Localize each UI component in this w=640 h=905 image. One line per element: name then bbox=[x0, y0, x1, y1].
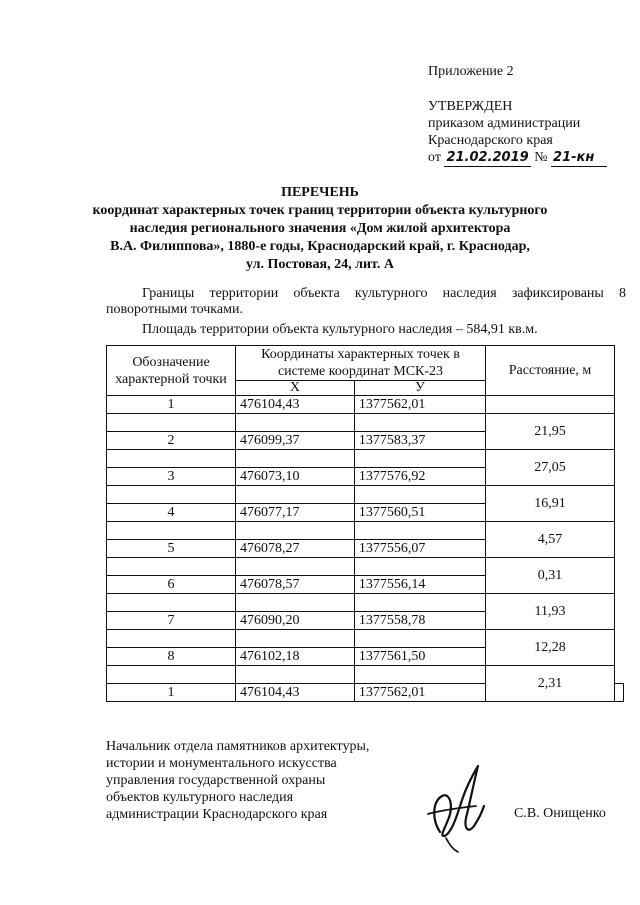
blank-cell bbox=[236, 522, 355, 540]
blank-cell bbox=[107, 414, 236, 432]
x-cell: 476078,27 bbox=[236, 540, 355, 558]
subtitle-line-3: В.А. Филиппова», 1880-е годы, Краснодарский край, г. Краснодар, bbox=[110, 239, 530, 254]
handwritten-signature bbox=[418, 762, 498, 854]
annex-label: Приложение 2 bbox=[428, 64, 514, 79]
subtitle-line-2: наследия регионального значения «Дом жилой архитектора bbox=[129, 221, 511, 236]
distance-cell: 0,31 bbox=[485, 558, 614, 594]
distance-empty-cell bbox=[614, 684, 623, 702]
subtitle-line-1: координат характерных точек границ территории объекта культурного bbox=[92, 203, 548, 218]
header-point: Обозначение характерной точки bbox=[107, 346, 236, 396]
signatory-line-4: объектов культурного наследия bbox=[106, 790, 294, 805]
y-cell: 1377556,07 bbox=[354, 540, 485, 558]
blank-cell bbox=[354, 486, 485, 504]
area-paragraph: Площадь территории объекта культурного наследия – 584,91 кв.м. bbox=[142, 322, 538, 337]
order-line-2: Краснодарского края bbox=[428, 133, 553, 148]
date-prefix: от bbox=[428, 150, 441, 165]
blank-cell bbox=[354, 414, 485, 432]
distance-cell: 11,93 bbox=[485, 594, 614, 630]
point-cell: 2 bbox=[107, 432, 236, 450]
signatory-line-1: Начальник отдела памятников архитектуры, bbox=[106, 739, 370, 754]
signatory-name: С.В. Онищенко bbox=[514, 806, 606, 821]
point-cell: 1 bbox=[107, 684, 236, 702]
blank-cell bbox=[236, 666, 355, 684]
document-heading: ПЕРЕЧЕНЬ bbox=[281, 185, 359, 200]
distance-row bbox=[107, 450, 624, 468]
distance-cell: 16,91 bbox=[485, 486, 614, 522]
blank-cell bbox=[354, 594, 485, 612]
order-date-number bbox=[428, 149, 607, 167]
distance-row bbox=[107, 414, 624, 432]
signatory-line-2: истории и монументального искусства bbox=[106, 756, 337, 771]
distance-row bbox=[107, 558, 624, 576]
blank-cell bbox=[107, 630, 236, 648]
signatory-line-3: управления государственной охраны bbox=[106, 773, 326, 788]
y-cell: 1377583,37 bbox=[354, 432, 485, 450]
blank-cell bbox=[236, 414, 355, 432]
distance-row bbox=[107, 486, 624, 504]
x-cell: 476073,10 bbox=[236, 468, 355, 486]
x-cell: 476078,57 bbox=[236, 576, 355, 594]
y-cell: 1377560,51 bbox=[354, 504, 485, 522]
distance-cell: 27,05 bbox=[485, 450, 614, 486]
approved-label: УТВЕРЖДЕН bbox=[428, 99, 513, 114]
distance-cell: 4,57 bbox=[485, 522, 614, 558]
blank-cell bbox=[354, 666, 485, 684]
x-cell: 476077,17 bbox=[236, 504, 355, 522]
blank-cell bbox=[354, 630, 485, 648]
blank-cell bbox=[107, 486, 236, 504]
coordinates-table bbox=[106, 345, 624, 702]
distance-row bbox=[107, 666, 624, 684]
header-coordinates: Координаты характерных точек в системе координат МСК-23 bbox=[236, 346, 486, 381]
point-row bbox=[107, 396, 624, 414]
blank-cell bbox=[354, 558, 485, 576]
point-cell: 3 bbox=[107, 468, 236, 486]
point-cell: 4 bbox=[107, 504, 236, 522]
y-cell: 1377576,92 bbox=[354, 468, 485, 486]
point-cell: 5 bbox=[107, 540, 236, 558]
blank-cell bbox=[236, 594, 355, 612]
x-cell: 476104,43 bbox=[236, 684, 355, 702]
distance-cell: 2,31 bbox=[485, 666, 614, 702]
blank-cell bbox=[236, 486, 355, 504]
x-cell: 476104,43 bbox=[236, 396, 355, 414]
y-cell: 1377556,14 bbox=[354, 576, 485, 594]
blank-cell bbox=[107, 666, 236, 684]
header-x: X bbox=[236, 381, 355, 396]
blank-cell bbox=[236, 558, 355, 576]
header-distance: Расстояние, м bbox=[485, 346, 614, 396]
document-subtitle bbox=[0, 202, 640, 274]
distance-cell: 12,28 bbox=[485, 630, 614, 666]
blank-cell bbox=[354, 450, 485, 468]
number-sign: № bbox=[534, 150, 548, 165]
distance-empty-cell bbox=[485, 396, 614, 414]
point-cell: 8 bbox=[107, 648, 236, 666]
signatory-position bbox=[106, 738, 369, 823]
y-cell: 1377561,50 bbox=[354, 648, 485, 666]
order-date: 21.02.2019 bbox=[446, 150, 529, 165]
y-cell: 1377558,78 bbox=[354, 612, 485, 630]
distance-cell: 21,95 bbox=[485, 414, 614, 450]
blank-cell bbox=[354, 522, 485, 540]
blank-cell bbox=[107, 450, 236, 468]
signatory-line-5: администрации Краснодарского края bbox=[106, 807, 328, 822]
point-cell: 7 bbox=[107, 612, 236, 630]
blank-cell bbox=[107, 522, 236, 540]
blank-cell bbox=[107, 594, 236, 612]
point-cell: 1 bbox=[107, 396, 236, 414]
order-line-1: приказом администрации bbox=[428, 116, 581, 131]
y-cell: 1377562,01 bbox=[354, 396, 485, 414]
x-cell: 476099,37 bbox=[236, 432, 355, 450]
point-cell: 6 bbox=[107, 576, 236, 594]
header-y: У bbox=[354, 381, 485, 396]
distance-row bbox=[107, 522, 624, 540]
order-number: 21-кн bbox=[551, 149, 607, 167]
approval-block bbox=[428, 98, 607, 167]
x-cell: 476090,20 bbox=[236, 612, 355, 630]
blank-cell bbox=[107, 558, 236, 576]
distance-row bbox=[107, 594, 624, 612]
boundary-paragraph: Границы территории объекта культурного наследия зафиксированы 8 поворотными точками. bbox=[106, 286, 626, 317]
blank-cell bbox=[236, 630, 355, 648]
subtitle-line-4: ул. Постовая, 24, лит. А bbox=[246, 257, 394, 272]
y-cell: 1377562,01 bbox=[354, 684, 485, 702]
x-cell: 476102,18 bbox=[236, 648, 355, 666]
distance-row bbox=[107, 630, 624, 648]
blank-cell bbox=[236, 450, 355, 468]
